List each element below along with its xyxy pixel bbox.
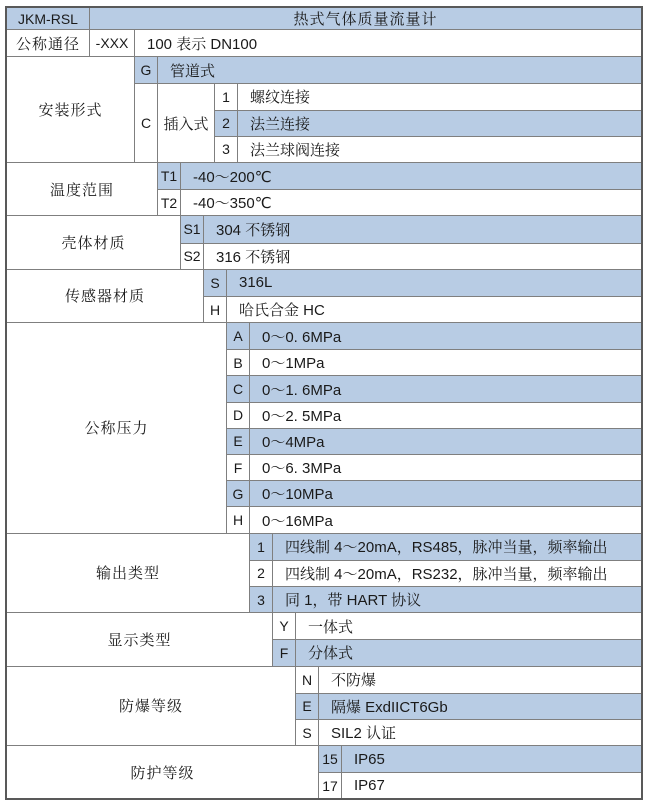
option-code: G — [227, 481, 250, 506]
option-list — [227, 323, 641, 533]
option-code: E — [296, 694, 319, 719]
option-code: C — [135, 84, 158, 162]
option-row — [273, 613, 641, 639]
section-label: 传感器材质 — [7, 270, 204, 322]
option-list — [158, 163, 641, 215]
option-code: G — [135, 57, 158, 83]
section-protection-rating — [7, 745, 641, 798]
option-row — [227, 323, 641, 349]
section-nominal-diameter — [7, 29, 641, 56]
sub-option-row — [215, 110, 641, 136]
option-desc: 0～6. 3MPa — [262, 460, 342, 478]
section-housing-material — [7, 215, 641, 268]
section-label: 壳体材质 — [7, 216, 181, 268]
option-row — [250, 534, 641, 560]
option-row — [158, 163, 641, 189]
option-code: S1 — [181, 216, 204, 242]
option-row — [227, 506, 641, 532]
option-row — [90, 30, 641, 56]
option-desc: 螺纹连接 — [250, 89, 311, 107]
option-row — [319, 772, 641, 798]
option-code: E — [227, 429, 250, 454]
option-row — [296, 719, 641, 745]
section-sensor-material — [7, 269, 641, 322]
section-installation-type — [7, 56, 641, 162]
option-row — [296, 693, 641, 719]
insertion-type-cell: 插入式 — [158, 84, 215, 162]
option-code: S2 — [181, 244, 204, 269]
section-explosion-proof-rating — [7, 666, 641, 746]
option-code: 2 — [215, 111, 238, 136]
option-desc: 0～1. 6MPa — [262, 381, 342, 399]
option-desc: -40～350℃ — [193, 195, 272, 213]
section-label: 公称压力 — [7, 323, 227, 533]
option-code: 1 — [250, 534, 273, 560]
option-code: Y — [273, 613, 296, 639]
option-code: H — [227, 507, 250, 532]
option-row-insertion — [135, 83, 641, 162]
option-desc: 哈氏合金 HC — [239, 302, 325, 319]
option-desc: 0～4MPa — [262, 433, 325, 451]
option-code: F — [273, 640, 296, 665]
option-row — [250, 560, 641, 586]
option-row — [227, 454, 641, 480]
option-list — [135, 57, 641, 162]
option-desc: 同 1，带 HART 协议 — [285, 592, 422, 610]
option-desc: 管道式 — [170, 62, 216, 80]
option-row — [319, 746, 641, 772]
option-desc: 一体式 — [308, 618, 354, 636]
option-code: -XXX — [90, 30, 135, 56]
option-code: C — [227, 376, 250, 401]
option-code: 3 — [250, 587, 273, 612]
option-desc: 0～16MPa — [262, 512, 333, 530]
option-desc: 100 表示 DN100 — [147, 35, 258, 53]
option-row — [227, 428, 641, 454]
option-desc: 0～1MPa — [262, 355, 325, 373]
option-list — [273, 613, 641, 665]
option-desc: 法兰球阀连接 — [250, 141, 341, 159]
option-code: 15 — [319, 746, 342, 772]
option-list — [90, 30, 641, 56]
option-row — [227, 375, 641, 401]
section-display-type — [7, 612, 641, 665]
option-desc: 隔爆 ExdIICT6Gb — [331, 698, 448, 716]
option-row — [227, 402, 641, 428]
option-desc: 四线制 4～20mA，RS485，脉冲当量，频率输出 — [285, 539, 608, 557]
option-code: 3 — [215, 137, 238, 162]
header-row — [7, 8, 641, 29]
option-desc: 316L — [239, 274, 273, 292]
section-label: 防爆等级 — [7, 667, 296, 746]
option-desc: IP65 — [354, 750, 385, 768]
option-desc: 四线制 4～20mA，RS232，脉冲当量，频率输出 — [285, 565, 608, 583]
section-label: 公称通径 — [7, 30, 90, 56]
option-code: T1 — [158, 163, 181, 189]
option-desc: IP67 — [354, 777, 385, 795]
option-desc: 0～0. 6MPa — [262, 328, 342, 346]
option-code: T2 — [158, 190, 181, 215]
option-list — [319, 746, 641, 798]
section-label: 输出类型 — [7, 534, 250, 613]
option-list — [250, 534, 641, 613]
option-desc: SIL2 认证 — [331, 725, 397, 742]
model-selection-table — [5, 6, 643, 800]
section-label: 安装形式 — [7, 57, 135, 162]
option-desc: 316 不锈钢 — [216, 248, 291, 266]
option-code: B — [227, 350, 250, 375]
option-row — [250, 586, 641, 612]
sub-option-row — [215, 136, 641, 162]
option-desc: 不防爆 — [331, 672, 377, 690]
option-row — [158, 189, 641, 215]
option-row — [227, 480, 641, 506]
option-code: D — [227, 403, 250, 428]
option-code: A — [227, 323, 250, 349]
option-desc: 0～2. 5MPa — [262, 407, 342, 425]
option-desc: 法兰连接 — [250, 115, 311, 133]
section-output-type — [7, 533, 641, 613]
option-code: 17 — [319, 773, 342, 798]
sub-option-row — [215, 84, 641, 109]
option-desc: 304 不锈钢 — [216, 221, 291, 239]
option-code: F — [227, 455, 250, 480]
option-desc: -40～200℃ — [193, 168, 272, 186]
model-code: JKM-RSL — [7, 8, 90, 29]
sub-option-list — [215, 84, 641, 162]
option-code: 1 — [215, 84, 238, 109]
option-code: N — [296, 667, 319, 693]
option-row — [181, 243, 641, 269]
option-row — [181, 216, 641, 242]
section-temperature-range — [7, 162, 641, 215]
option-row — [227, 349, 641, 375]
option-row — [296, 667, 641, 693]
section-label: 防护等级 — [7, 746, 319, 798]
option-list — [296, 667, 641, 746]
option-code: S — [204, 270, 227, 296]
option-code: S — [296, 720, 319, 745]
option-code: 2 — [250, 561, 273, 586]
option-code: H — [204, 297, 227, 322]
section-label: 温度范围 — [7, 163, 158, 215]
table-title: 热式气体质量流量计 — [90, 8, 641, 29]
option-desc: 分体式 — [308, 645, 354, 663]
option-row — [273, 639, 641, 665]
option-row — [204, 270, 641, 296]
section-label: 显示类型 — [7, 613, 273, 665]
option-desc: 0～10MPa — [262, 486, 333, 504]
option-list — [204, 270, 641, 322]
option-list — [181, 216, 641, 268]
option-row — [204, 296, 641, 322]
section-nominal-pressure — [7, 322, 641, 533]
option-row — [135, 57, 641, 83]
